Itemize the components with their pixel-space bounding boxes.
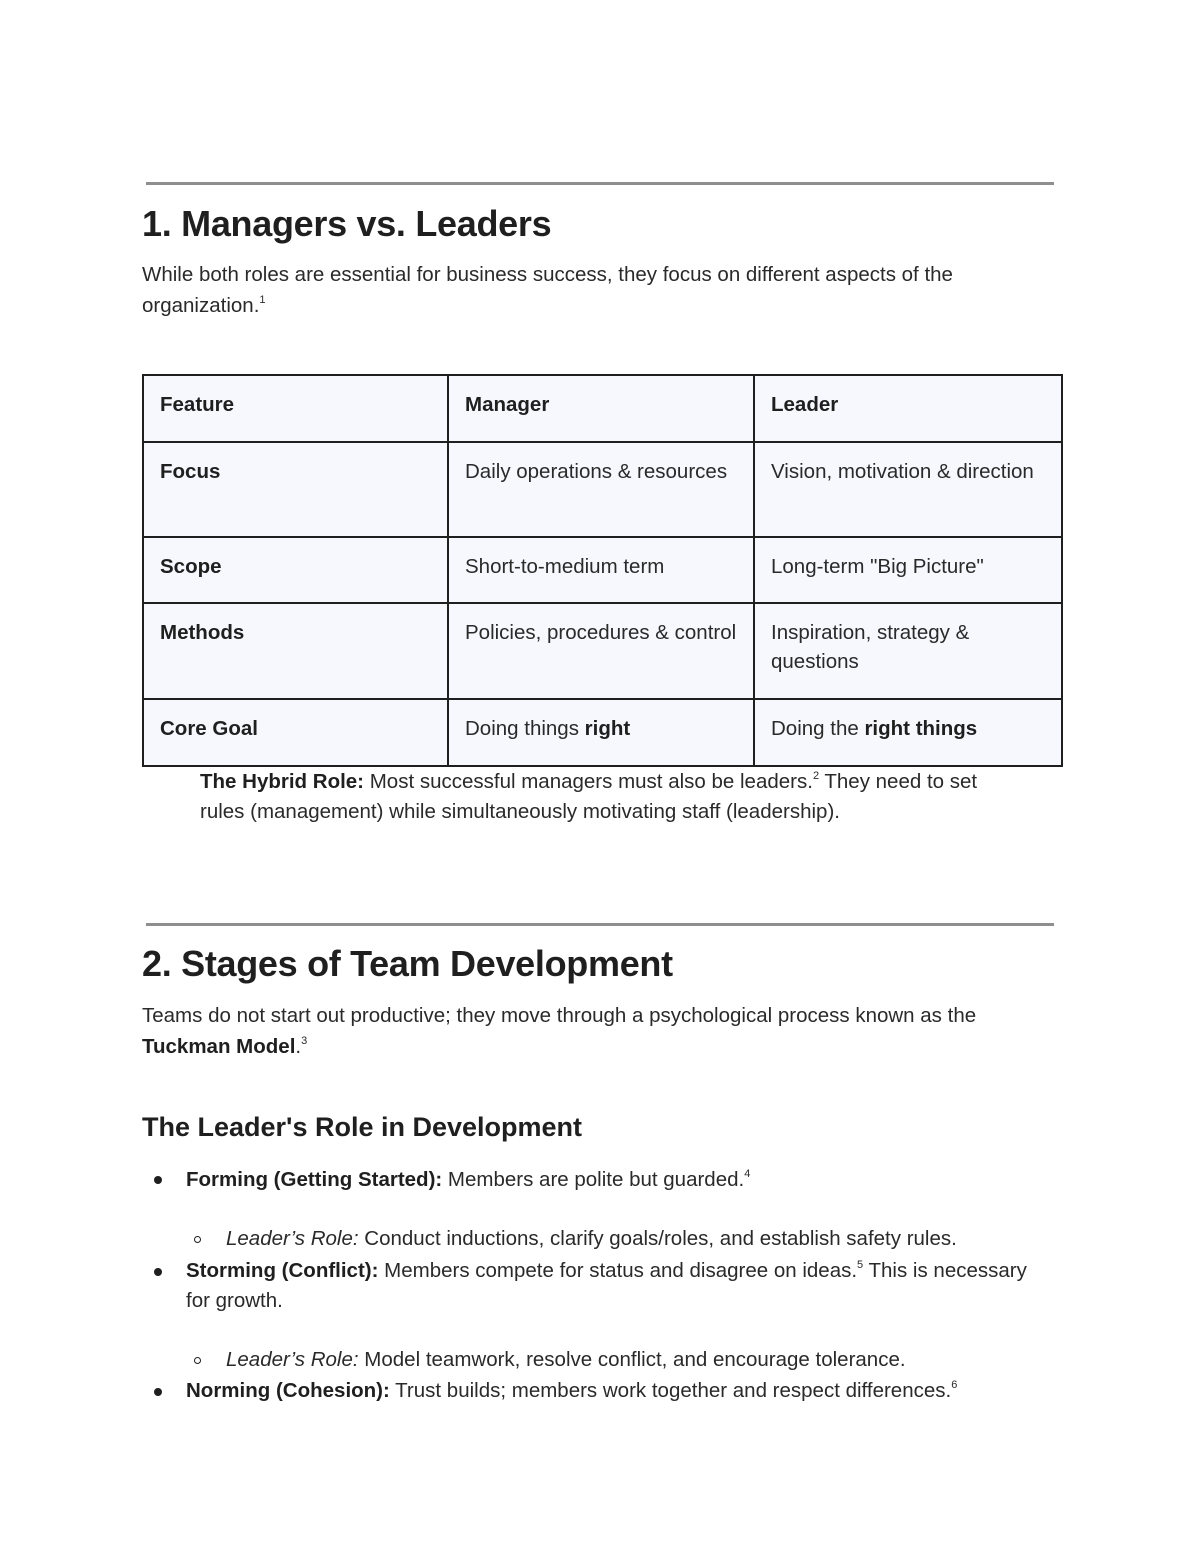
- footnote-ref[interactable]: 2: [812, 770, 820, 782]
- header-cell: Manager: [448, 375, 754, 442]
- table-row: [143, 537, 1062, 603]
- intro-end: .: [295, 1035, 302, 1058]
- section-2-title: 2. Stages of Team Development: [142, 943, 673, 984]
- leader-cell: Inspiration, strategy & questions: [754, 603, 1062, 699]
- sub-bullet-icon: [194, 1236, 201, 1243]
- section-divider-1: [146, 182, 1054, 185]
- leader-cell: Vision, motivation & direction: [754, 442, 1062, 537]
- stage-text: Members are polite but guarded.: [442, 1168, 745, 1191]
- table-header-row: [143, 375, 1062, 442]
- stage-label: Forming (Getting Started):: [186, 1168, 443, 1191]
- row-label-cell: Focus: [143, 442, 448, 537]
- leader-role-text: Model teamwork, resolve conflict, and encourage tolerance.: [358, 1348, 906, 1371]
- hybrid-role-text: Most successful managers must also be leaders.: [364, 770, 813, 793]
- stage-text-continued: This is necessary for growth.: [186, 1259, 1027, 1312]
- table-row: [143, 699, 1062, 766]
- leader-role-label: Leader’s Role:: [226, 1227, 359, 1250]
- footnote-ref[interactable]: 1: [259, 294, 266, 306]
- section-1-intro: [142, 259, 1062, 321]
- list-item-norming: [186, 1376, 1046, 1406]
- table-row: [143, 442, 1062, 537]
- sub-list-item-forming-role: [226, 1224, 1066, 1254]
- section-divider-2: [146, 923, 1054, 926]
- bullet-icon: [154, 1388, 162, 1396]
- manager-cell: Daily operations & resources: [448, 442, 754, 537]
- footnote-ref[interactable]: 6: [951, 1379, 958, 1391]
- row-label-cell: Methods: [143, 603, 448, 699]
- hybrid-role-note: [200, 767, 1020, 827]
- stage-text: Members compete for status and disagree on ideas.: [378, 1259, 858, 1282]
- table-row: [143, 603, 1062, 699]
- stage-text: Trust builds; members work together and respect differences.: [389, 1379, 952, 1402]
- footnote-ref[interactable]: 3: [301, 1035, 308, 1047]
- hybrid-role-text-continued: They need to set rules (management) while simultaneously motivating staff (leadership).: [200, 770, 978, 823]
- leader-cell: [754, 699, 1062, 766]
- cell-bold-text: right things: [864, 717, 978, 740]
- row-label-cell: Scope: [143, 537, 448, 603]
- cell-text: Doing things: [465, 717, 585, 740]
- comparison-table: [142, 374, 1063, 767]
- header-cell: Leader: [754, 375, 1062, 442]
- manager-cell: [448, 699, 754, 766]
- list-item-forming: [186, 1165, 1046, 1195]
- manager-cell: Short-to-medium term: [448, 537, 754, 603]
- sub-bullet-icon: [194, 1357, 201, 1364]
- header-cell: Feature: [143, 375, 448, 442]
- sub-list-item-storming-role: [226, 1345, 1066, 1375]
- stage-label: Norming (Cohesion):: [186, 1379, 390, 1402]
- tuckman-model-term: Tuckman Model: [142, 1035, 296, 1058]
- intro-text: Teams do not start out productive; they move through a psychological process known as the: [142, 1004, 977, 1027]
- footnote-ref[interactable]: 4: [744, 1168, 751, 1180]
- bullet-icon: [154, 1268, 162, 1276]
- footnote-ref[interactable]: 5: [857, 1259, 864, 1271]
- cell-bold-text: right: [584, 717, 631, 740]
- intro-text: While both roles are essential for business success, they focus on different aspects of the organization.: [142, 263, 953, 317]
- bullet-icon: [154, 1176, 162, 1184]
- row-label-cell: Core Goal: [143, 699, 448, 766]
- section-1-title: 1. Managers vs. Leaders: [142, 203, 552, 244]
- cell-text: Doing the: [771, 717, 865, 740]
- manager-cell: Policies, procedures & control: [448, 603, 754, 699]
- leaders-role-subheading: The Leader's Role in Development: [142, 1112, 583, 1142]
- section-2-intro: [142, 1000, 1062, 1062]
- leader-cell: Long-term "Big Picture": [754, 537, 1062, 603]
- list-item-storming: [186, 1256, 1046, 1316]
- hybrid-role-label: The Hybrid Role:: [200, 770, 365, 793]
- stage-label: Storming (Conflict):: [186, 1259, 379, 1282]
- leader-role-text: Conduct inductions, clarify goals/roles, and establish safety rules.: [358, 1227, 957, 1250]
- leader-role-label: Leader’s Role:: [226, 1348, 359, 1371]
